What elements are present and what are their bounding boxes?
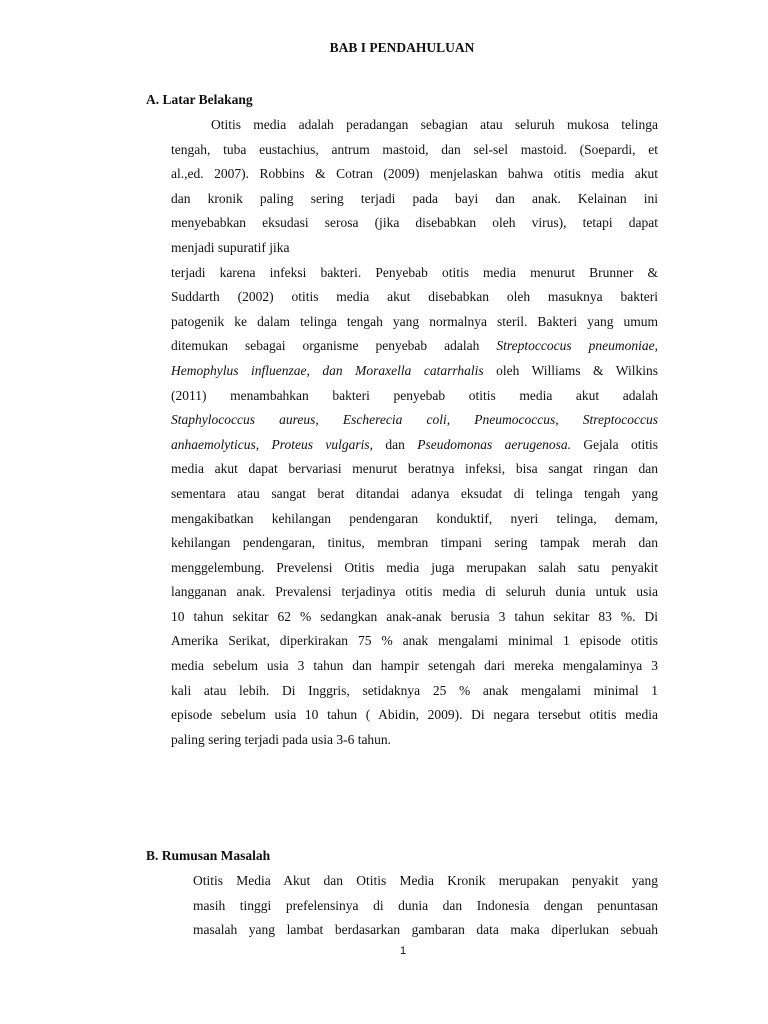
chapter-title: BAB I PENDAHULUAN [329, 40, 475, 55]
text-line: patogenik ke dalam telinga tengah yang normalnya steril. Bakteri yang umum [171, 313, 658, 329]
text-line [171, 433, 658, 458]
text-line: paling sering terjadi pada usia 3-6 tahun. [171, 731, 392, 747]
text-line: kali atau lebih. Di Inggris, setidaknya 25 % anak mengalami minimal 1 [171, 682, 658, 698]
text-line: Amerika Serikat, diperkirakan 75 % anak mengalami minimal 1 episode otitis [171, 633, 658, 649]
species-name: Pseudomonas aerugenosa. [417, 436, 572, 452]
text-line: (2011) menambahkan bakteri penyebab otitis media akut adalah [171, 387, 658, 403]
text-line: media sebelum usia 3 tahun dan hampir setengah dari mereka mengalaminya 3 [171, 658, 658, 674]
page-number: 1 [399, 945, 407, 957]
text-run: ditemukan sebagai organisme penyebab adalah [171, 338, 497, 354]
text-line: 10 tahun sekitar 62 % sedangkan anak-anak berusia 3 tahun sekitar 83 %. Di [171, 608, 658, 624]
species-name: Streptoccocus pneumoniae, [496, 338, 658, 354]
text-line: menjadi supuratif jika [171, 239, 290, 255]
text-line: episode sebelum usia 10 tahun ( Abidin, 2009). Di negara tersebut otitis media [171, 707, 658, 723]
paragraph-latar-belakang [171, 113, 658, 752]
text-run: oleh Williams & Wilkins [483, 362, 658, 378]
text-line: Otitis Media Akut dan Otitis Media Kronik merupakan penyakit yang [193, 873, 658, 888]
text-run: dan [373, 436, 418, 452]
text-line: masih tinggi prefelensinya di dunia dan Indonesia dengan penuntasan [193, 897, 658, 913]
text-line: Suddarth (2002) otitis media akut disebabkan oleh masuknya bakteri [171, 289, 658, 305]
text-line: Otitis media adalah peradangan sebagian atau seluruh mukosa telinga [211, 117, 658, 132]
text-line: masalah yang lambat berdasarkan gambaran data maka diperlukan sebuah [193, 922, 658, 938]
text-line: terjadi karena infeksi bakteri. Penyebab otitis media menurut Brunner & [171, 264, 658, 280]
section-heading-rumusan-masalah: B. Rumusan Masalah [146, 848, 271, 863]
text-line: menggelembung. Prevelensi Otitis media juga merupakan salah satu penyakit [171, 559, 658, 575]
text-run: Gejala otitis [571, 436, 658, 452]
text-line: langganan anak. Prevalensi terjadinya otitis media di seluruh dunia untuk usia [171, 584, 658, 600]
species-name: Staphylococcus aureus, Escherecia coli, Pneumococcus, Streptococcus [171, 412, 658, 428]
text-line [171, 334, 658, 359]
text-line: kehilangan pendengaran, tinitus, membran timpani sering tampak merah dan [171, 535, 658, 551]
text-line [171, 359, 658, 384]
text-line: dan kronik paling sering terjadi pada bayi dan anak. Kelainan ini [171, 190, 658, 206]
species-name: Hemophylus influenzae, dan Moraxella catarrhalis [171, 362, 484, 378]
paragraph-rumusan-masalah [193, 869, 658, 943]
text-line: al.,ed. 2007). Robbins & Cotran (2009) menjelaskan bahwa otitis media akut [171, 166, 658, 182]
text-line: mengakibatkan kehilangan pendengaran konduktif, nyeri telinga, demam, [171, 510, 658, 526]
text-line [171, 408, 658, 433]
text-line: tengah, tuba eustachius, antrum mastoid, dan sel-sel mastoid. (Soepardi, et [171, 141, 658, 157]
text-line: menyebabkan eksudasi serosa (jika disebabkan oleh virus), tetapi dapat [171, 215, 658, 231]
text-line: sementara atau sangat berat ditandai adanya eksudat di telinga tengah yang [171, 485, 658, 501]
species-name: anhaemolyticus, Proteus vulgaris, [171, 436, 373, 452]
text-line: media akut dapat bervariasi menurut beratnya infeksi, bisa sangat ringan dan [171, 461, 658, 477]
section-heading-latar-belakang: A. Latar Belakang [146, 92, 253, 107]
